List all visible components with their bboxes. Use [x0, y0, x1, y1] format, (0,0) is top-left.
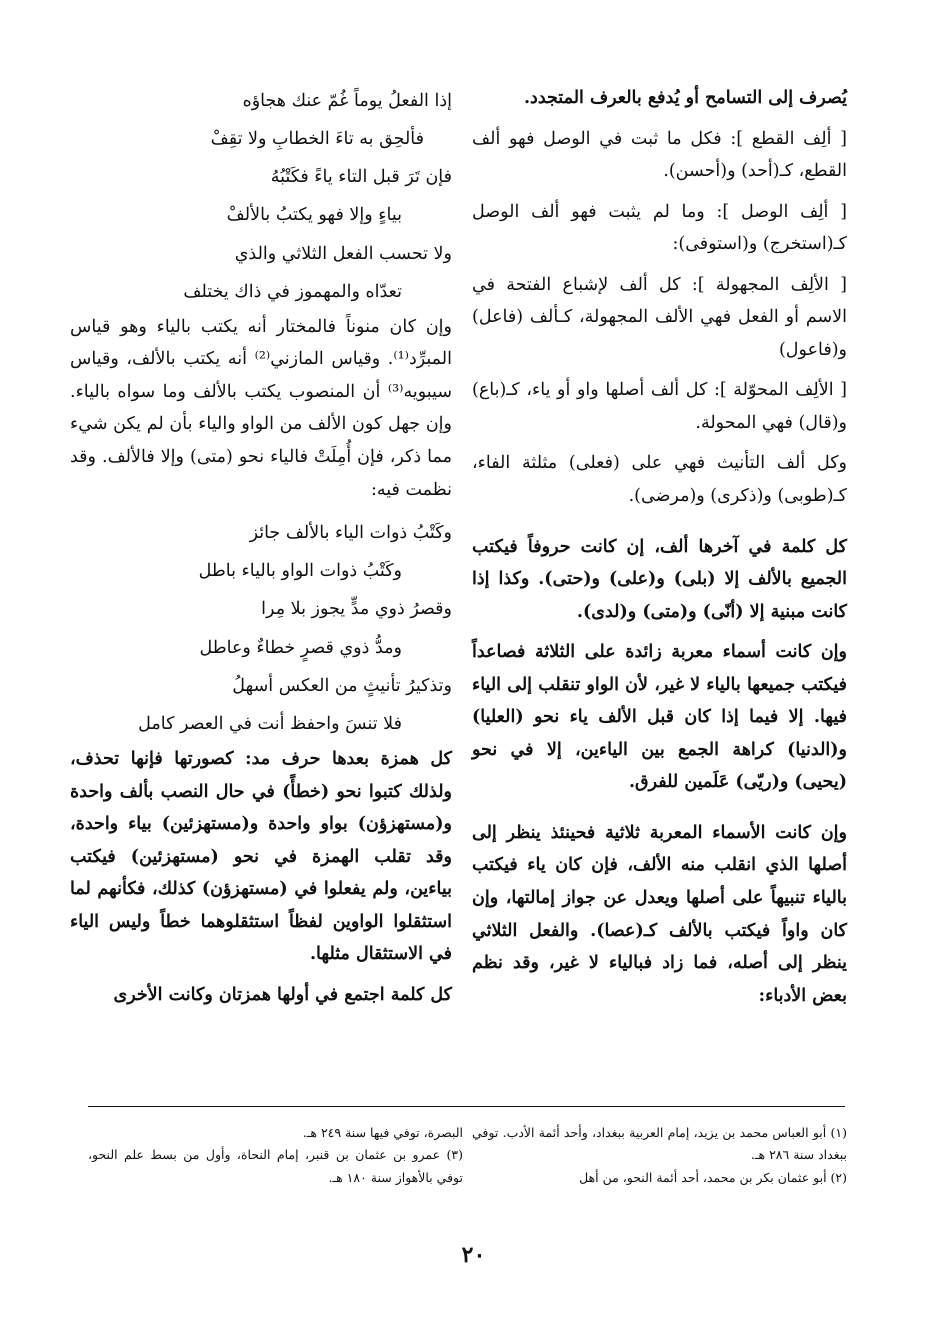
paragraph-marked-nouns: وإن كانت أسماء معربة زائدة على الثلاثة فصاعداً فيكتب جميعها بالياء لا غير، لأن الواو تنقلب إلى الياء فيها. إلا فيما إذا كان قبل الألف ياء نحو (العليا) و(الدنيا) كراهة الجمع بين الياءين، إلا في نحو (يحيى) و(ريّى) عَلَمين للفرق.	[472, 642, 847, 793]
paragraph-hamzat-al-wasl: [ ألِف الوصل ]: وما لم يثبت فهو ألف الوصل كـ(استخرج) و(استوفى):	[472, 201, 847, 255]
left-text-column	[70, 82, 452, 1019]
verse-line: وكَتْبُ ذوات الواو بالياء باطل	[198, 561, 402, 582]
footnotes-left	[88, 1122, 463, 1189]
paragraph-tanween: وإن كان منوناً فالمختار أنه يكتب بالياء وهو قياس المبرِّد⁽¹⁾. وقياس المازني⁽²⁾ أنه يكتب بالألف، وقياس سيبويه⁽³⁾ أن المنصوب يكتب بالألف وما سواه بالياء. وإن جهل كون الألف من الواو والياء بأن لم يكن شيء مما ذكر، فإن أُمِلَتْ فالياء نحو (متى) وإلا فالألف. وقد نظمت فيه:	[70, 316, 452, 500]
paragraph-two-hamzas: كل كلمة اجتمع في أولها همزتان وكانت الأخرى	[113, 984, 452, 1005]
paragraph-hamzat-al-qat: [ ألِف القطع ]: فكل ما ثبت في الوصل فهو ألف القطع، كـ(أحد) و(أحسن).	[472, 128, 847, 182]
footnote-1: (١) أبو العباس محمد بن يزيد، إمام العربية ببغداد، وأحد أئمة الأدب. توفي ببغداد سنة ٢٨٦ هـ.	[472, 1125, 847, 1163]
right-text-column	[472, 82, 847, 1020]
paragraph-alif-majhula: [ الألِف المجهولة ]: كل ألف لإشباع الفتحة في الاسم أو الفعل فهي الألف المجهولة، كـألف (فاعل) و(فاعول)	[472, 274, 847, 360]
paragraph-alif-muhawwala: [ الألِف المحوّلة ]: كل ألف أصلها واو أو ياء، كـ(باع) و(قال) فهي المحولة.	[472, 380, 847, 433]
paragraph-triliteral: وإن كانت الأسماء المعربة ثلاثية فحينئذ ينظر إلى أصلها الذي انقلب منه الألف، فإن كان ياء فيكتب بالياء تنبيهاً على أصلها ويعدل عن جواز إمالتها، وإن كان واواً فيكتب بالألف كـ(عصا). والفعل الثلاثي ينظر إلى أصله، فما زاد فبالياء لا غير، وقد نظم بعض الأدباء:	[472, 822, 847, 1006]
paragraph-final-alif: كل كلمة في آخرها ألف، إن كانت حروفاً فيكتب الجميع بالألف إلا (بلى) و(على) و(حتى). وكذا إذا كانت مبنية إلا (أنّى) و(متى) و(لدى).	[472, 536, 847, 622]
paragraph-hamza-madd: كل همزة بعدها حرف مد: كصورتها فإنها تحذف، ولذلك كتبوا نحو (خطأً) في حال النصب بألف واحدة و(مستهزؤن) بواو واحدة و(مستهزئين) بياء واحدة، وقد تقلب الهمزة في نحو (مستهزئين) فيكتب بياءين، ولم يفعلوا في (مستهزؤن) كذلك، فكأنهم لما استثقلوا الواوين لفظاً استثقلوهما خطاً وليس الياء في الاستثقال مثلها.	[70, 748, 452, 965]
footnote-3: (٣) عمرو بن عثمان بن قنبر، إمام النحاة، وأول من بسط علم النحو، توفي بالأهواز سنة ١٨٠ هـ.	[88, 1147, 463, 1185]
paragraph-alif-tanith: وكل ألف التأنيث فهي على (فعلى) مثلثة الفاء، كـ(طوبى) و(ذكرى) و(مرضى).	[472, 453, 847, 507]
verse-line: وقصرُ ذوي مدٍّ يجوز بلا مِرا	[261, 599, 452, 620]
footnote-2-continued: البصرة، توفي فيها سنة ٢٤٩ هـ.	[302, 1125, 463, 1140]
verse-line: فألحِق به تاءَ الخطابِ ولا تقِفْ	[210, 129, 424, 150]
footnote-divider	[88, 1106, 845, 1107]
footnote-2: (٢) أبو عثمان بكر بن محمد، أحد أئمة النحو، من أهل	[579, 1169, 847, 1185]
page-number: ٢٠	[461, 1242, 486, 1268]
verse-line: ولا تحسب الفعل الثلاثي والذي	[234, 243, 452, 264]
footnotes-right	[472, 1122, 847, 1189]
verse-line: ومدُّ ذوي قصرٍ خطاءٌ وعاطل	[199, 637, 402, 658]
verse-line: إذا الفعلُ يوماً غُمّ عنك هجاؤه	[242, 91, 452, 111]
verse-line: فلا تنسَ واحفظ أنت في العصر كامل	[138, 713, 402, 734]
verse-line: تعدّاه والمهموز في ذاك يختلف	[183, 281, 402, 302]
verse-line: بياءٍ وإلا فهو يكتبُ بالألفْ	[226, 205, 402, 226]
verse-line: وتذكيرُ تأنيثٍ من العكس أسهلُ	[232, 675, 452, 696]
verse-line: فإن تَرَ قبل التاء ياءً فكَتْبُهُ	[270, 167, 452, 188]
verse-line: وكَتْبُ ذوات الياء بالألف جائز	[249, 523, 452, 544]
paragraph: يُصرف إلى التسامح أو يُدفع بالعرف المتجدد.	[523, 88, 847, 108]
